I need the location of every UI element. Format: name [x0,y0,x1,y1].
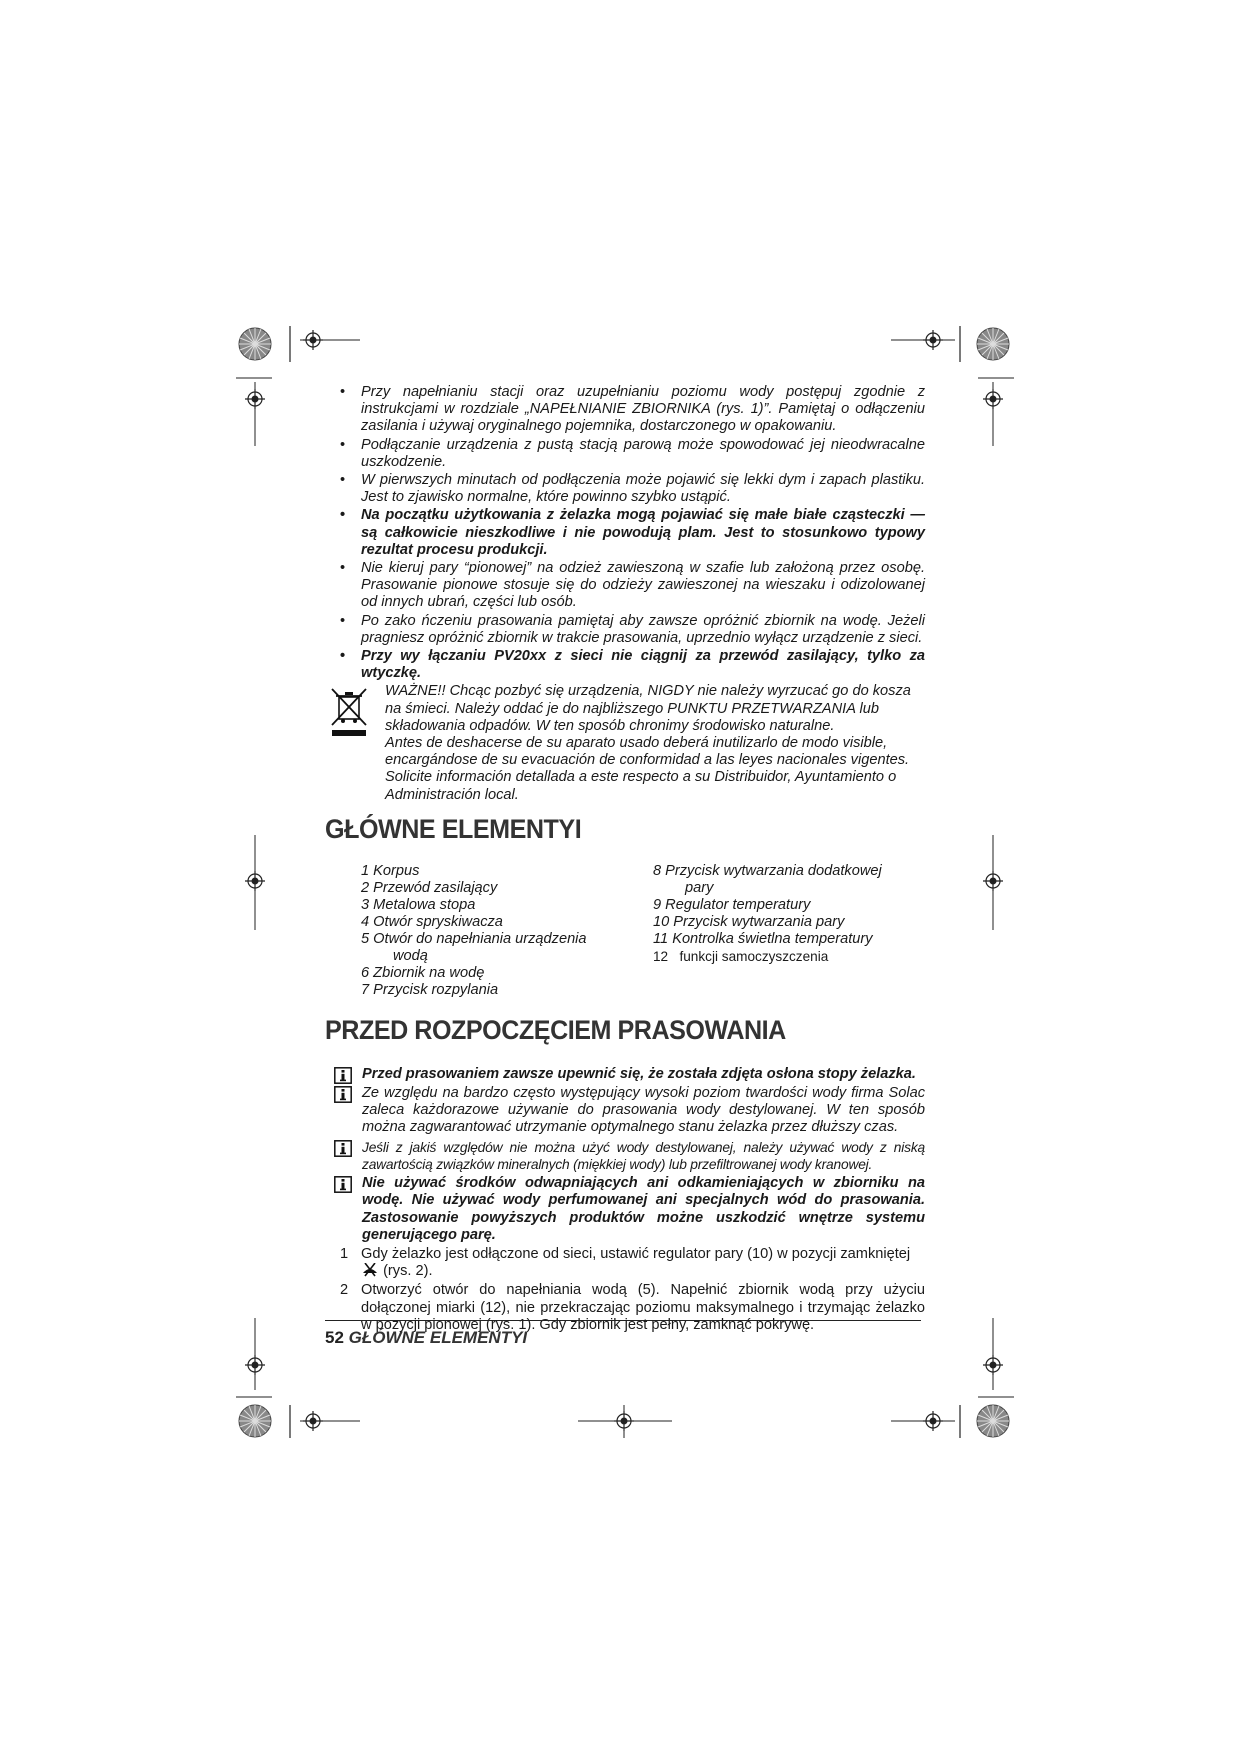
part-item: 3 Metalowa stopa [361,896,476,913]
part-item: 9 Regulator temperatury [653,896,811,913]
part-item: 12 funkcji samoczyszczenia [653,948,829,964]
part-item: 11 Kontrolka świetlna temperatury [653,930,873,947]
weee-disposal-notice [325,683,925,803]
footer-section-title: GŁÓWNE ELEMENTYI [348,1328,528,1347]
info-notes [325,1066,925,1244]
part-item-continuation: pary [685,879,714,896]
bullet-item: • Przy wy łączaniu PV20xx z sieci nie ciągnij za przewód zasilający, tylko za wtyczkę. [340,648,925,682]
bullet-item: • Podłączanie urządzenia z pustą stacją parową może spowodować jej nieodwracalne uszkodzenie. [340,436,925,470]
info-note: Nie używać środków odwapniających ani odkamieniających w zbiorniku na wodę. Nie używać wody perfumowanej ani specjalnych wód do prasowania. Zastosowanie powyższych produktów możne uszkodzić wnętrze systemu generującego parę. [325,1175,925,1244]
info-note: Przed prasowaniem zawsze upewnić się, że została zdjęta osłona stopy żelazka. [325,1066,925,1083]
crossed-out-bin-icon [330,687,370,737]
part-item: 1 Korpus [361,862,420,879]
info-icon [334,1140,352,1157]
page-footer [325,1328,527,1348]
bullet-item: • Na początku użytkowania z żelazka mogą pojawiać się małe białe cząsteczki — są całkowicie nieszkodliwe i nie powodują plam. Jest to stosunkowo typowy rezultat procesu produkcji. [340,507,925,558]
part-item-continuation: wodą [393,947,428,964]
info-note: Ze względu na bardzo często występujący wysoki poziom twardości wody firma Solac zaleca każdorazowe używanie do prasowania wody destylowanej. W ten sposób można zagwarantować utrzymanie optymalnego stanu żelazka przez dłuższy czas. [325,1085,925,1137]
info-icon [334,1086,352,1103]
page-content [325,384,925,1336]
safety-bullet-list [325,384,925,682]
section-heading-main-elements: GŁÓWNE ELEMENTYI [325,813,582,844]
page-number: 52 [325,1328,344,1347]
bullet-item: • Przy napełnianiu stacji oraz uzupełnianiu poziomu wody postępuj zgodnie z instrukcjami w rozdziale „NAPEŁNIANIE ZBIORNIKA (rys. 1)”. Pamiętaj o odłączeniu zasilania i używaj oryginalnego pojemnika, dostarczonego w opakowaniu. [340,384,925,435]
parts-list [325,863,925,999]
part-item: 6 Zbiornik na wodę [361,964,485,981]
footer-divider [325,1320,921,1321]
weee-text-polish: WAŻNE!! Chcąc pozbyć się urządzenia, NIGDY nie należy wyrzucać go do kosza na śmieci. Należy oddać je do najbliższego PUNKTU PRZETWARZANIA lub składowania odpadów. W ten sposób chronimy środowisko naturalne. [385,683,911,734]
part-item: 7 Przycisk rozpylania [361,981,499,998]
bullet-item: • Nie kieruj pary “pionowej” na odzież zawieszoną w szafie lub założoną przez osobę. Prasowanie pionowe stosuje się do odzieży zawieszonej na wieszaku i odizolowanej od innych ubrań, części lub osób. [340,560,925,611]
part-item: 10 Przycisk wytwarzania pary [653,913,845,930]
info-icon [334,1067,352,1084]
parts-column-2 [653,863,925,999]
steam-off-icon [361,1263,379,1277]
part-item: 2 Przewód zasilający [361,879,498,896]
info-icon [334,1176,352,1193]
bullet-item: • W pierwszych minutach od podłączenia może pojawić się lekki dym i zapach plastiku. Jest to zjawisko normalne, które powinno szybko ustąpić. [340,472,925,506]
info-note: Jeśli z jakiś względów nie można użyć wody destylowanej, należy używać wody z niską zawartością związków mineralnych (miękkiej wody) lub przefiltrowanej wody kranowej. [325,1139,925,1173]
weee-text-spanish: Antes de deshacerse de su aparato usado deberá inutilizarlo de modo visible, encargándose de su evacuación de conformidad a las leyes nacionales vigentes. Solicite información detallada a este respecto a su Distribuidor, Ayuntamiento o Administración local. [385,735,910,803]
parts-column-1 [325,863,653,999]
bullet-item: • Po zako ńczeniu prasowania pamiętaj aby zawsze opróżnić zbiornik na wodę. Jeżeli pragniesz opróżnić zbiornik w trakcie prasowania, uprzednio wyłącz urządzenie z sieci. [340,612,925,646]
section-heading-before-ironing: PRZED ROZPOCZĘCIEM PRASOWANIA [325,1014,786,1045]
step-item: 2 Otworzyć otwór do napełniania wodą (5). Napełnić zbiornik wodą przy użyciu dołączonej miarki (12), nie przekraczając poziomu maksymalnego i trzymając żelazko w pozycji pionowej (rys. 1). Gdy zbiornik jest pełny, zamknąć pokrywę. [340,1282,925,1333]
part-item: 5 Otwór do napełniania urządzenia [361,930,587,947]
part-item: 8 Przycisk wytwarzania dodatkowej [653,862,882,879]
step-item: 1 Gdy żelazko jest odłączone od sieci, ustawić regulator pary (10) w pozycji zamkniętej (rys. 2). [340,1245,911,1280]
part-item: 4 Otwór spryskiwacza [361,913,503,930]
